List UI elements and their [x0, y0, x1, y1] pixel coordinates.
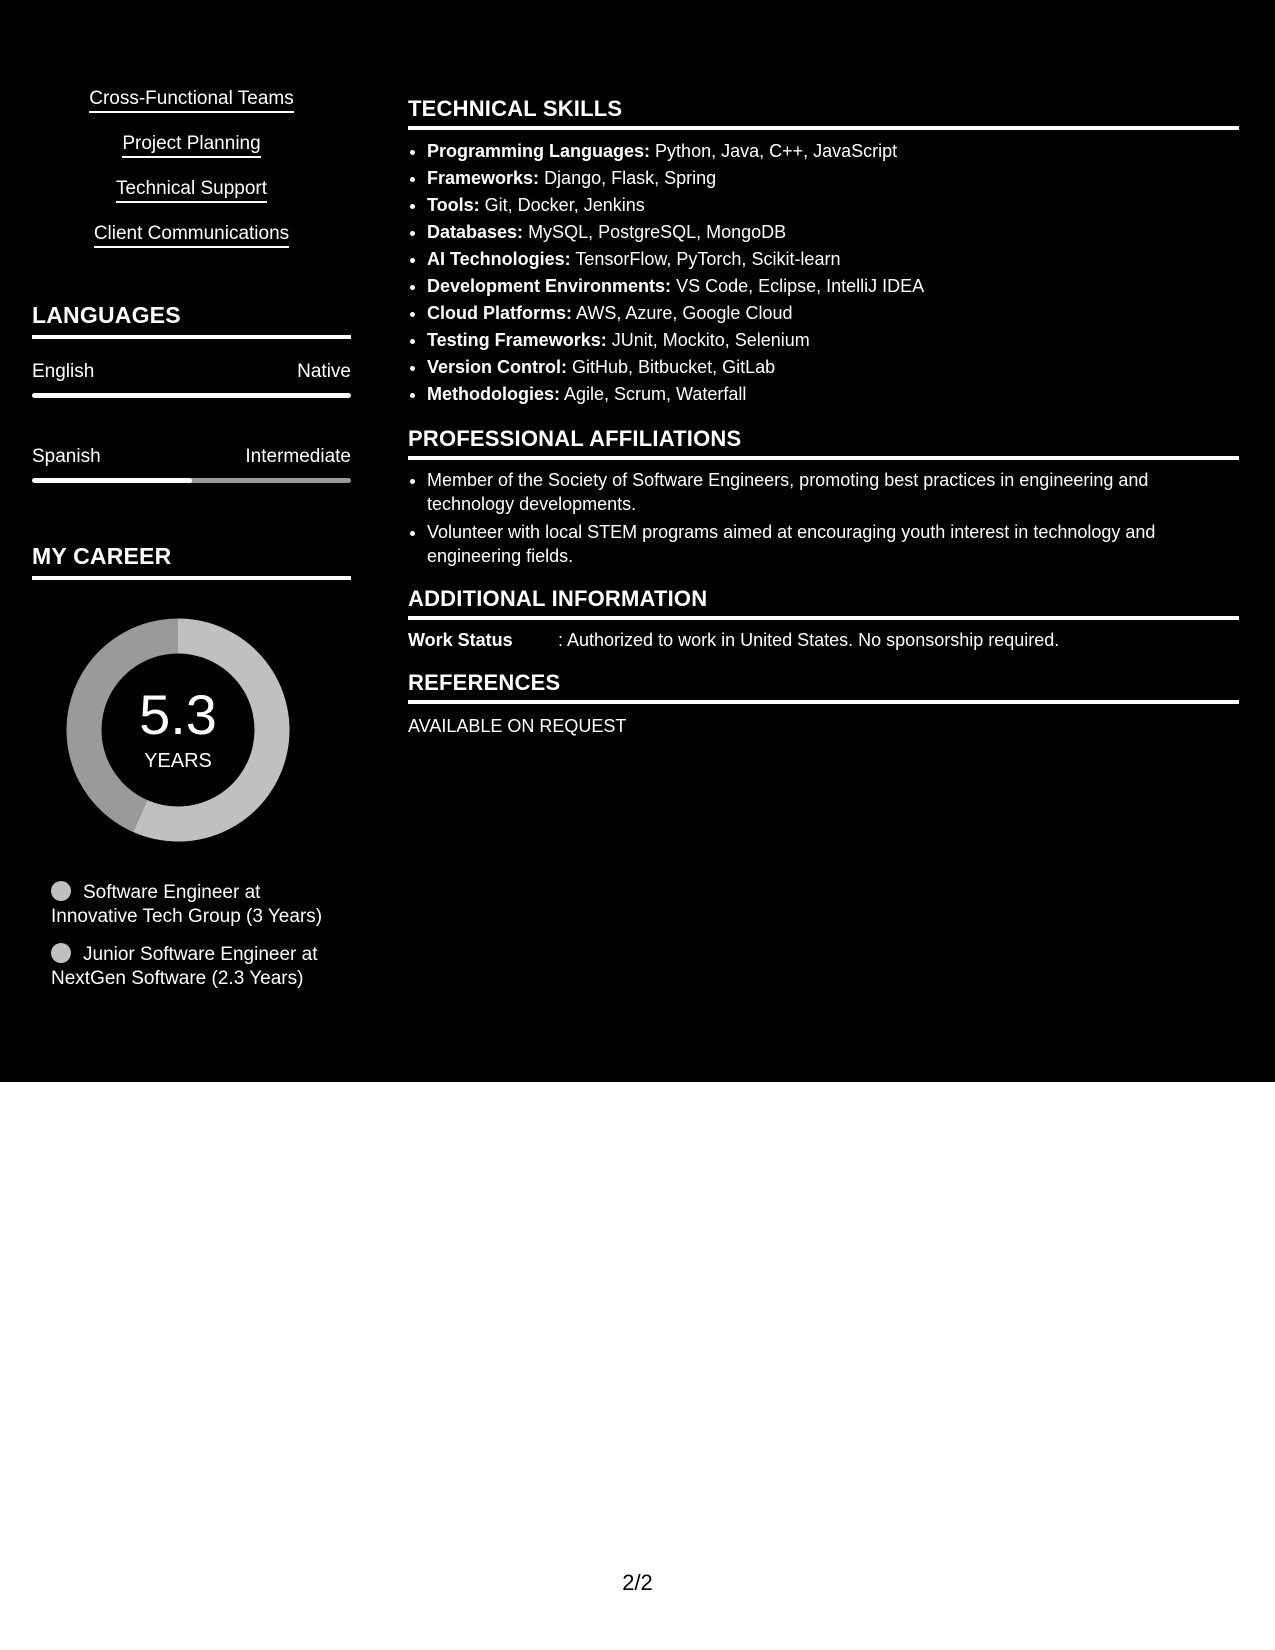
languages-title: LANGUAGES	[32, 302, 351, 339]
skill-category-value: Git, Docker, Jenkins	[484, 195, 645, 215]
skill-category-label: Development Environments:	[427, 276, 672, 296]
skill-category-label: Programming Languages:	[427, 141, 651, 161]
skill-category-label: Cloud Platforms:	[427, 303, 573, 323]
skill-list-item	[427, 192, 1239, 219]
career-donut	[66, 618, 290, 842]
skill-category-label: Frameworks:	[427, 168, 540, 188]
skill-category-value: VS Code, Eclipse, IntelliJ IDEA	[676, 276, 925, 296]
skill-category-value: TensorFlow, PyTorch, Scikit-learn	[575, 249, 841, 269]
right-column	[408, 96, 1239, 756]
skill-tag: Cross-Functional Teams	[89, 88, 294, 113]
career-list	[51, 881, 351, 1005]
skill-list-item	[427, 246, 1239, 273]
skill-tags	[32, 88, 351, 268]
references-title: REFERENCES	[408, 670, 1239, 704]
technical-skills-title: TECHNICAL SKILLS	[408, 96, 1239, 130]
skill-category-label: Methodologies:	[427, 384, 560, 404]
additional-info-title: ADDITIONAL INFORMATION	[408, 586, 1239, 620]
language-bar	[32, 393, 351, 398]
language-bar	[32, 478, 351, 483]
technical-skills-section	[408, 96, 1239, 408]
affiliations-section	[408, 426, 1239, 568]
affiliations-title: PROFESSIONAL AFFILIATIONS	[408, 426, 1239, 460]
affiliations-list	[408, 468, 1239, 568]
skill-category-value: Python, Java, C++, JavaScript	[655, 141, 898, 161]
skill-category-label: Databases:	[427, 222, 524, 242]
language-name: Spanish	[32, 446, 101, 467]
skill-category-value: JUnit, Mockito, Selenium	[611, 330, 810, 350]
list-item: • Volunteer with local STEM programs aimed at encouraging youth interest in technology and engineering fields.	[427, 520, 1239, 568]
skill-category-label: Version Control:	[427, 357, 568, 377]
work-status-row	[408, 628, 1239, 652]
skill-list-item	[427, 138, 1239, 165]
skill-category-label: Testing Frameworks:	[427, 330, 607, 350]
career-item-text: Software Engineer at Innovative Tech Group (3 Years)	[51, 882, 323, 927]
technical-skills-list	[408, 138, 1239, 408]
career-item-text: Junior Software Engineer at NextGen Software (2.3 Years)	[51, 944, 318, 989]
language-name: English	[32, 361, 95, 382]
skill-category-value: GitHub, Bitbucket, GitLab	[572, 357, 776, 377]
page-number: 2/2	[622, 1570, 653, 1595]
career-title: MY CAREER	[32, 543, 351, 580]
skill-category-value: Agile, Scrum, Waterfall	[564, 384, 747, 404]
career-total-unit: YEARS	[144, 750, 212, 772]
skill-list-item	[427, 327, 1239, 354]
skill-category-value: AWS, Azure, Google Cloud	[576, 303, 793, 323]
career-section	[32, 543, 351, 989]
career-item	[51, 943, 351, 991]
skill-list-item	[427, 381, 1239, 408]
work-status-value: : Authorized to work in United States. No sponsorship required.	[558, 630, 1060, 650]
language-row	[32, 446, 351, 468]
languages-section	[32, 302, 351, 483]
career-total-value: 5.3	[139, 683, 217, 746]
list-item: • Member of the Society of Software Engineers, promoting best practices in engineering and technology developments.	[427, 468, 1239, 516]
references-text: AVAILABLE ON REQUEST	[408, 716, 627, 736]
language-bar-fill	[32, 393, 351, 398]
skill-list-item	[427, 354, 1239, 381]
career-dot-icon	[51, 881, 71, 901]
skill-tag: Client Communications	[94, 223, 289, 248]
work-status-label: Work Status	[408, 630, 513, 650]
skill-tag: Project Planning	[122, 133, 260, 158]
skill-category-label: AI Technologies:	[427, 249, 571, 269]
skill-category-value: MySQL, PostgreSQL, MongoDB	[528, 222, 787, 242]
career-dot-icon	[51, 943, 71, 963]
additional-info-section	[408, 586, 1239, 652]
skill-list-item	[427, 300, 1239, 327]
skill-list-item	[427, 273, 1239, 300]
language-row	[32, 361, 351, 383]
language-bar-fill	[32, 478, 192, 483]
career-item	[51, 881, 351, 929]
skill-category-label: Tools:	[427, 195, 480, 215]
language-level: Intermediate	[245, 446, 351, 467]
skill-list-item	[427, 165, 1239, 192]
language-level: Native	[297, 361, 351, 382]
skill-category-value: Django, Flask, Spring	[544, 168, 717, 188]
skill-list-item	[427, 219, 1239, 246]
references-section	[408, 670, 1239, 738]
skill-tag: Technical Support	[116, 178, 267, 203]
